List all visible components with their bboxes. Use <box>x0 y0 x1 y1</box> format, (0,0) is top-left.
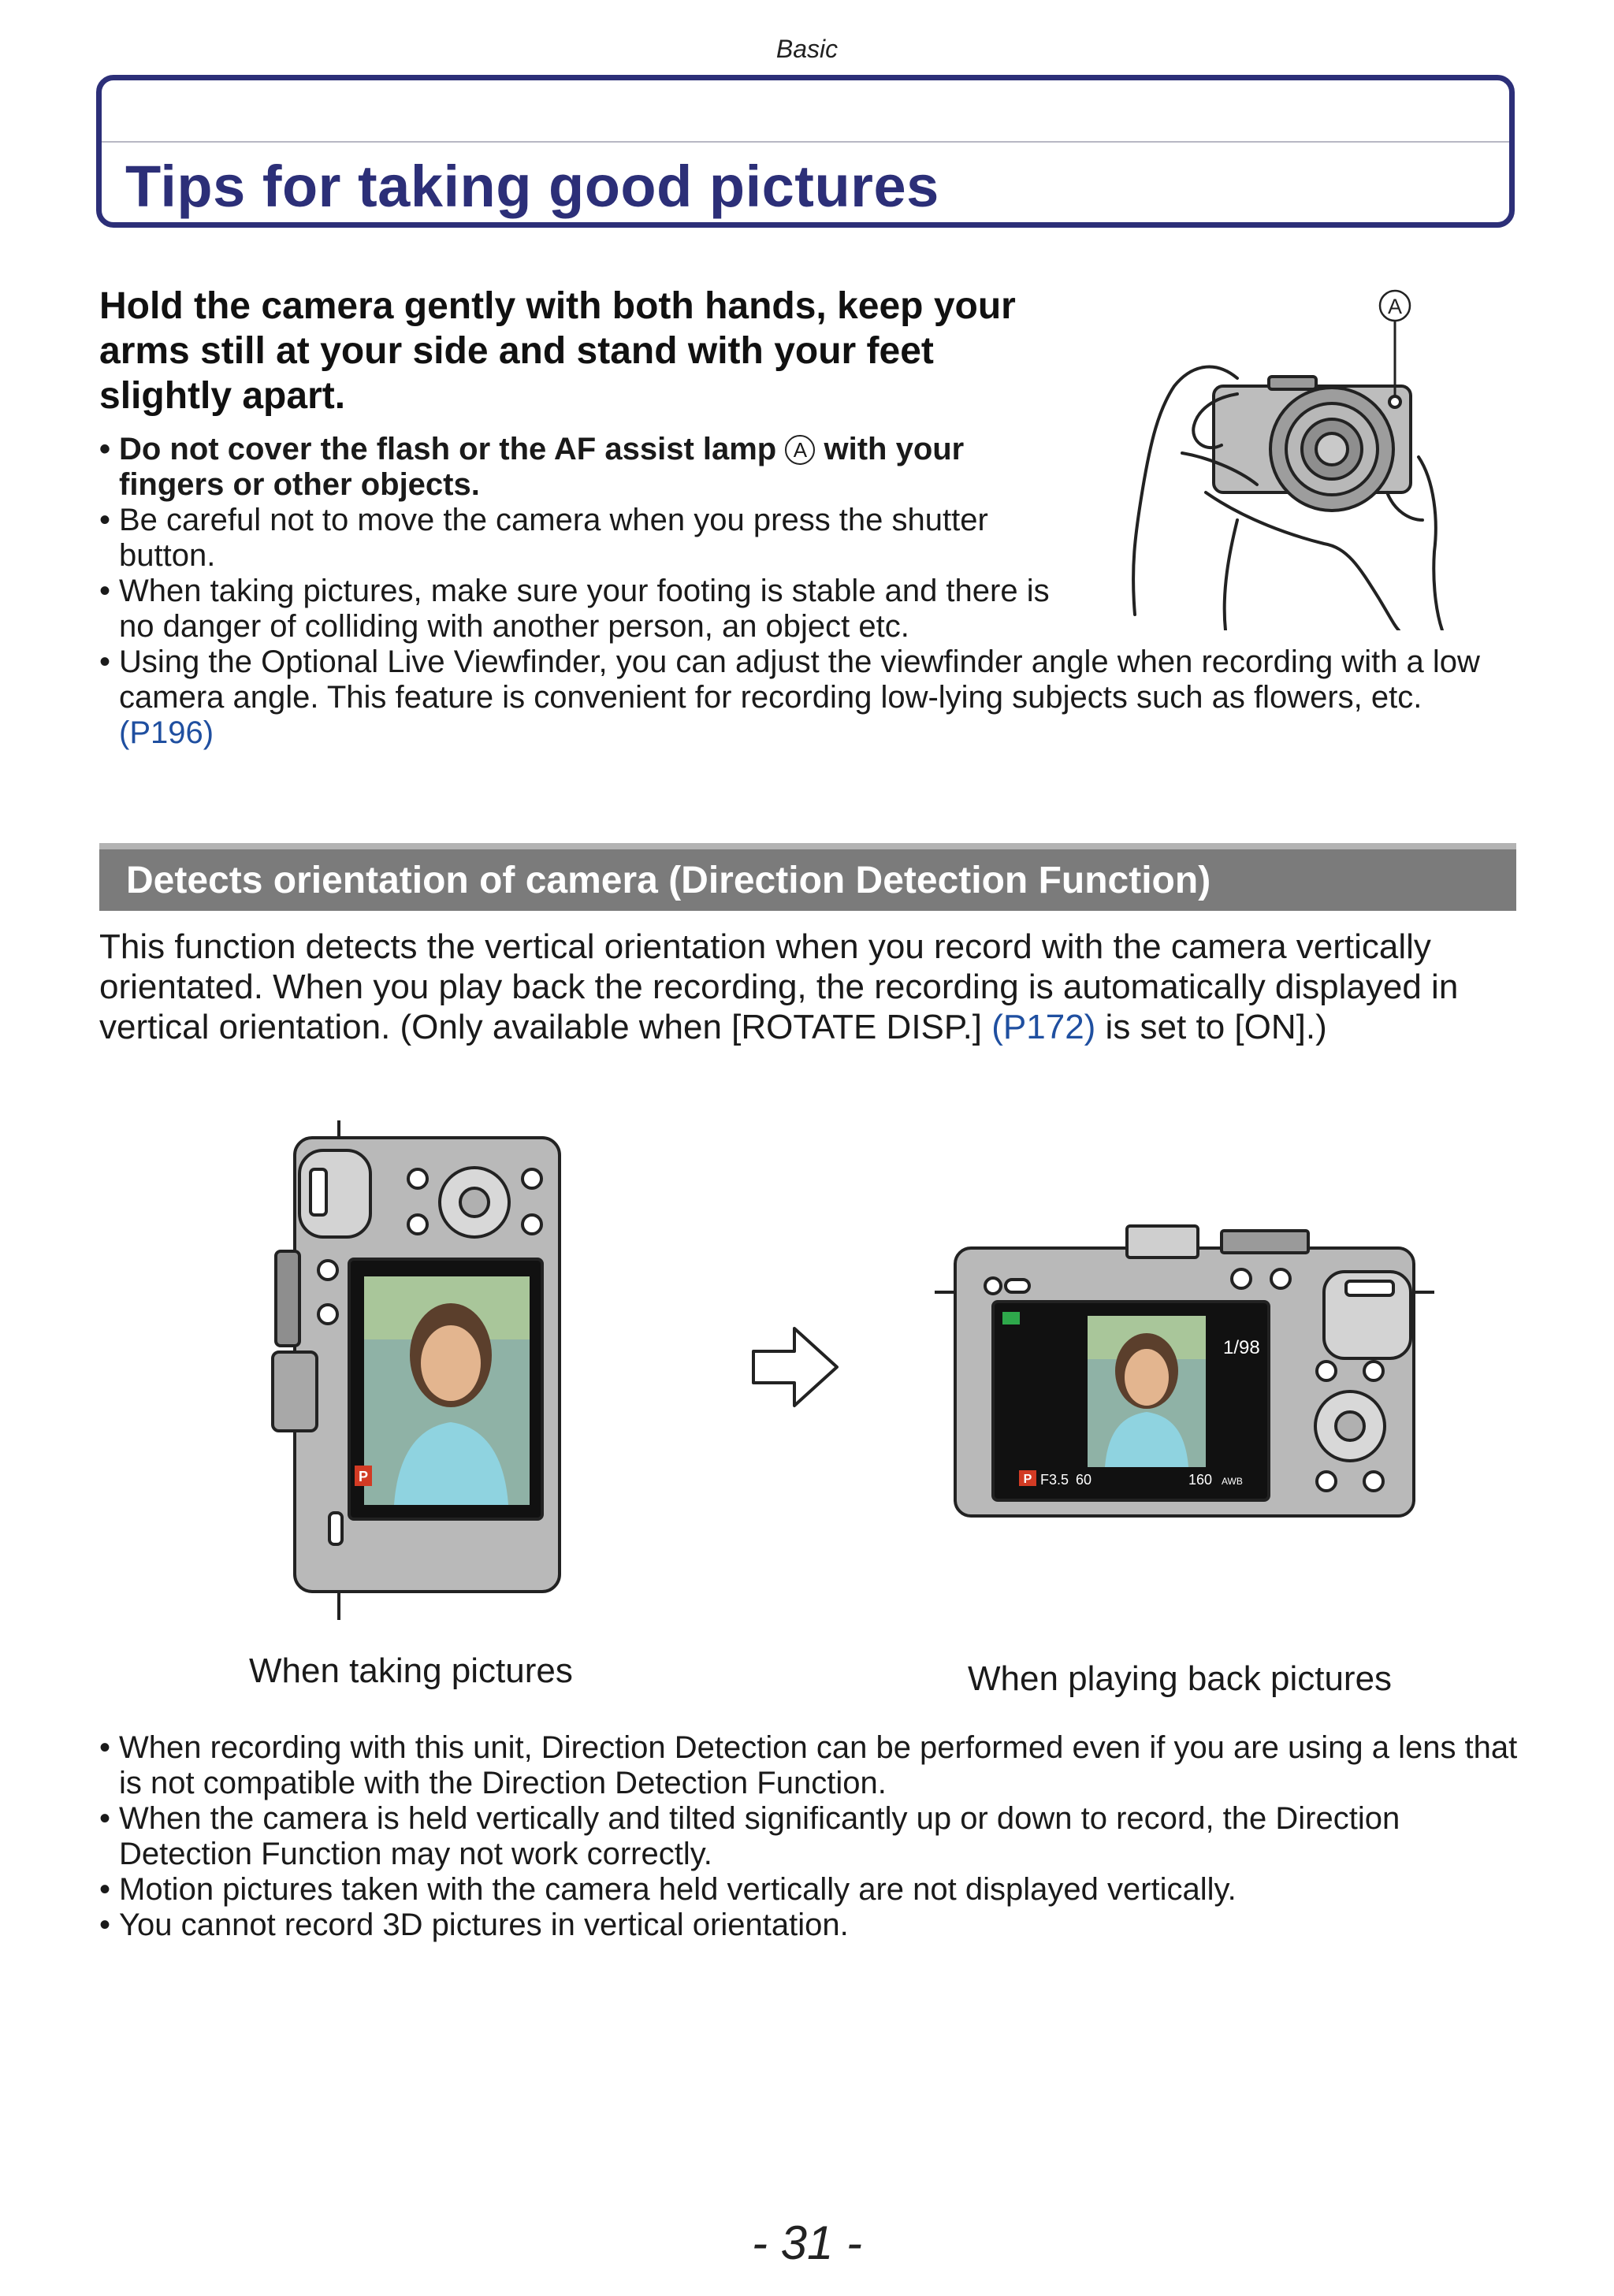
playback-camera-illustration <box>930 1213 1442 1529</box>
title-rule <box>102 141 1509 143</box>
lead-instruction: Hold the camera gently with both hands, keep your arms still at your side and stand with your feet slightly apart. <box>99 285 1016 417</box>
direction-notes-list <box>99 1730 1518 1943</box>
section-heading-bar <box>99 843 1516 911</box>
holding-tips-list <box>99 432 1518 751</box>
aperture-value: F3.5 <box>1040 1472 1069 1488</box>
running-head: Basic <box>775 35 839 63</box>
shutter-value: 60 <box>1076 1472 1092 1488</box>
vertical-camera-illustration <box>268 1119 583 1623</box>
caption-taking-pictures: When taking pictures <box>249 1651 573 1690</box>
list-item: • You cannot record 3D pictures in vertical orientation. <box>99 1908 1518 1943</box>
page-number: - 31 - <box>751 2216 863 2269</box>
mode-indicator: P <box>1023 1473 1032 1486</box>
section-description: This function detects the vertical orientation when you record with the camera vertically orientated. When you play back the recording, the recording is automatically displayed in vertical orientation. (Only available when [ROTATE DISP.] (P172) is set to [ON].) <box>99 927 1459 1046</box>
callout-a-label: A <box>1387 295 1403 318</box>
circled-a-marker: A <box>785 435 815 465</box>
list-item: • When taking pictures, make sure your footing is stable and there is no danger of colliding with another person, an object etc. <box>99 574 1073 645</box>
white-balance-value: AWB <box>1222 1476 1243 1487</box>
frame-counter: 1/98 <box>1223 1337 1260 1358</box>
list-item: • When recording with this unit, Direction Detection can be performed even if you are using a lens that is not compatible with the Direction Detection Function. <box>99 1730 1518 1801</box>
arrow-right-icon <box>749 1324 843 1410</box>
iso-value: 160 <box>1188 1472 1213 1488</box>
list-item: • Be careful not to move the camera when you press the shutter button. <box>99 503 1073 574</box>
list-item: • Motion pictures taken with the camera held vertically are not displayed vertically. <box>99 1872 1518 1908</box>
list-item: • When the camera is held vertically and tilted significantly up or down to record, the Direction Detection Function may not work correctly. <box>99 1801 1518 1872</box>
svg-text:P: P <box>358 1469 369 1484</box>
title-box <box>96 75 1515 228</box>
page-reference-link[interactable]: (P196) <box>119 715 214 750</box>
section-heading: Detects orientation of camera (Direction Detection Function) <box>126 860 1211 901</box>
page-reference-link[interactable]: (P172) <box>991 1008 1096 1046</box>
list-item: • Using the Optional Live Viewfinder, you can adjust the viewfinder angle when recording with a low camera angle. This feature is convenient for recording low-lying subjects such as flowers, etc. (P196) <box>99 645 1518 751</box>
page-title: Tips for taking good pictures <box>125 154 939 219</box>
caption-playing-back: When playing back pictures <box>968 1659 1393 1698</box>
list-item: • Do not cover the flash or the AF assist lamp A with your fingers or other objects. <box>99 432 1073 503</box>
